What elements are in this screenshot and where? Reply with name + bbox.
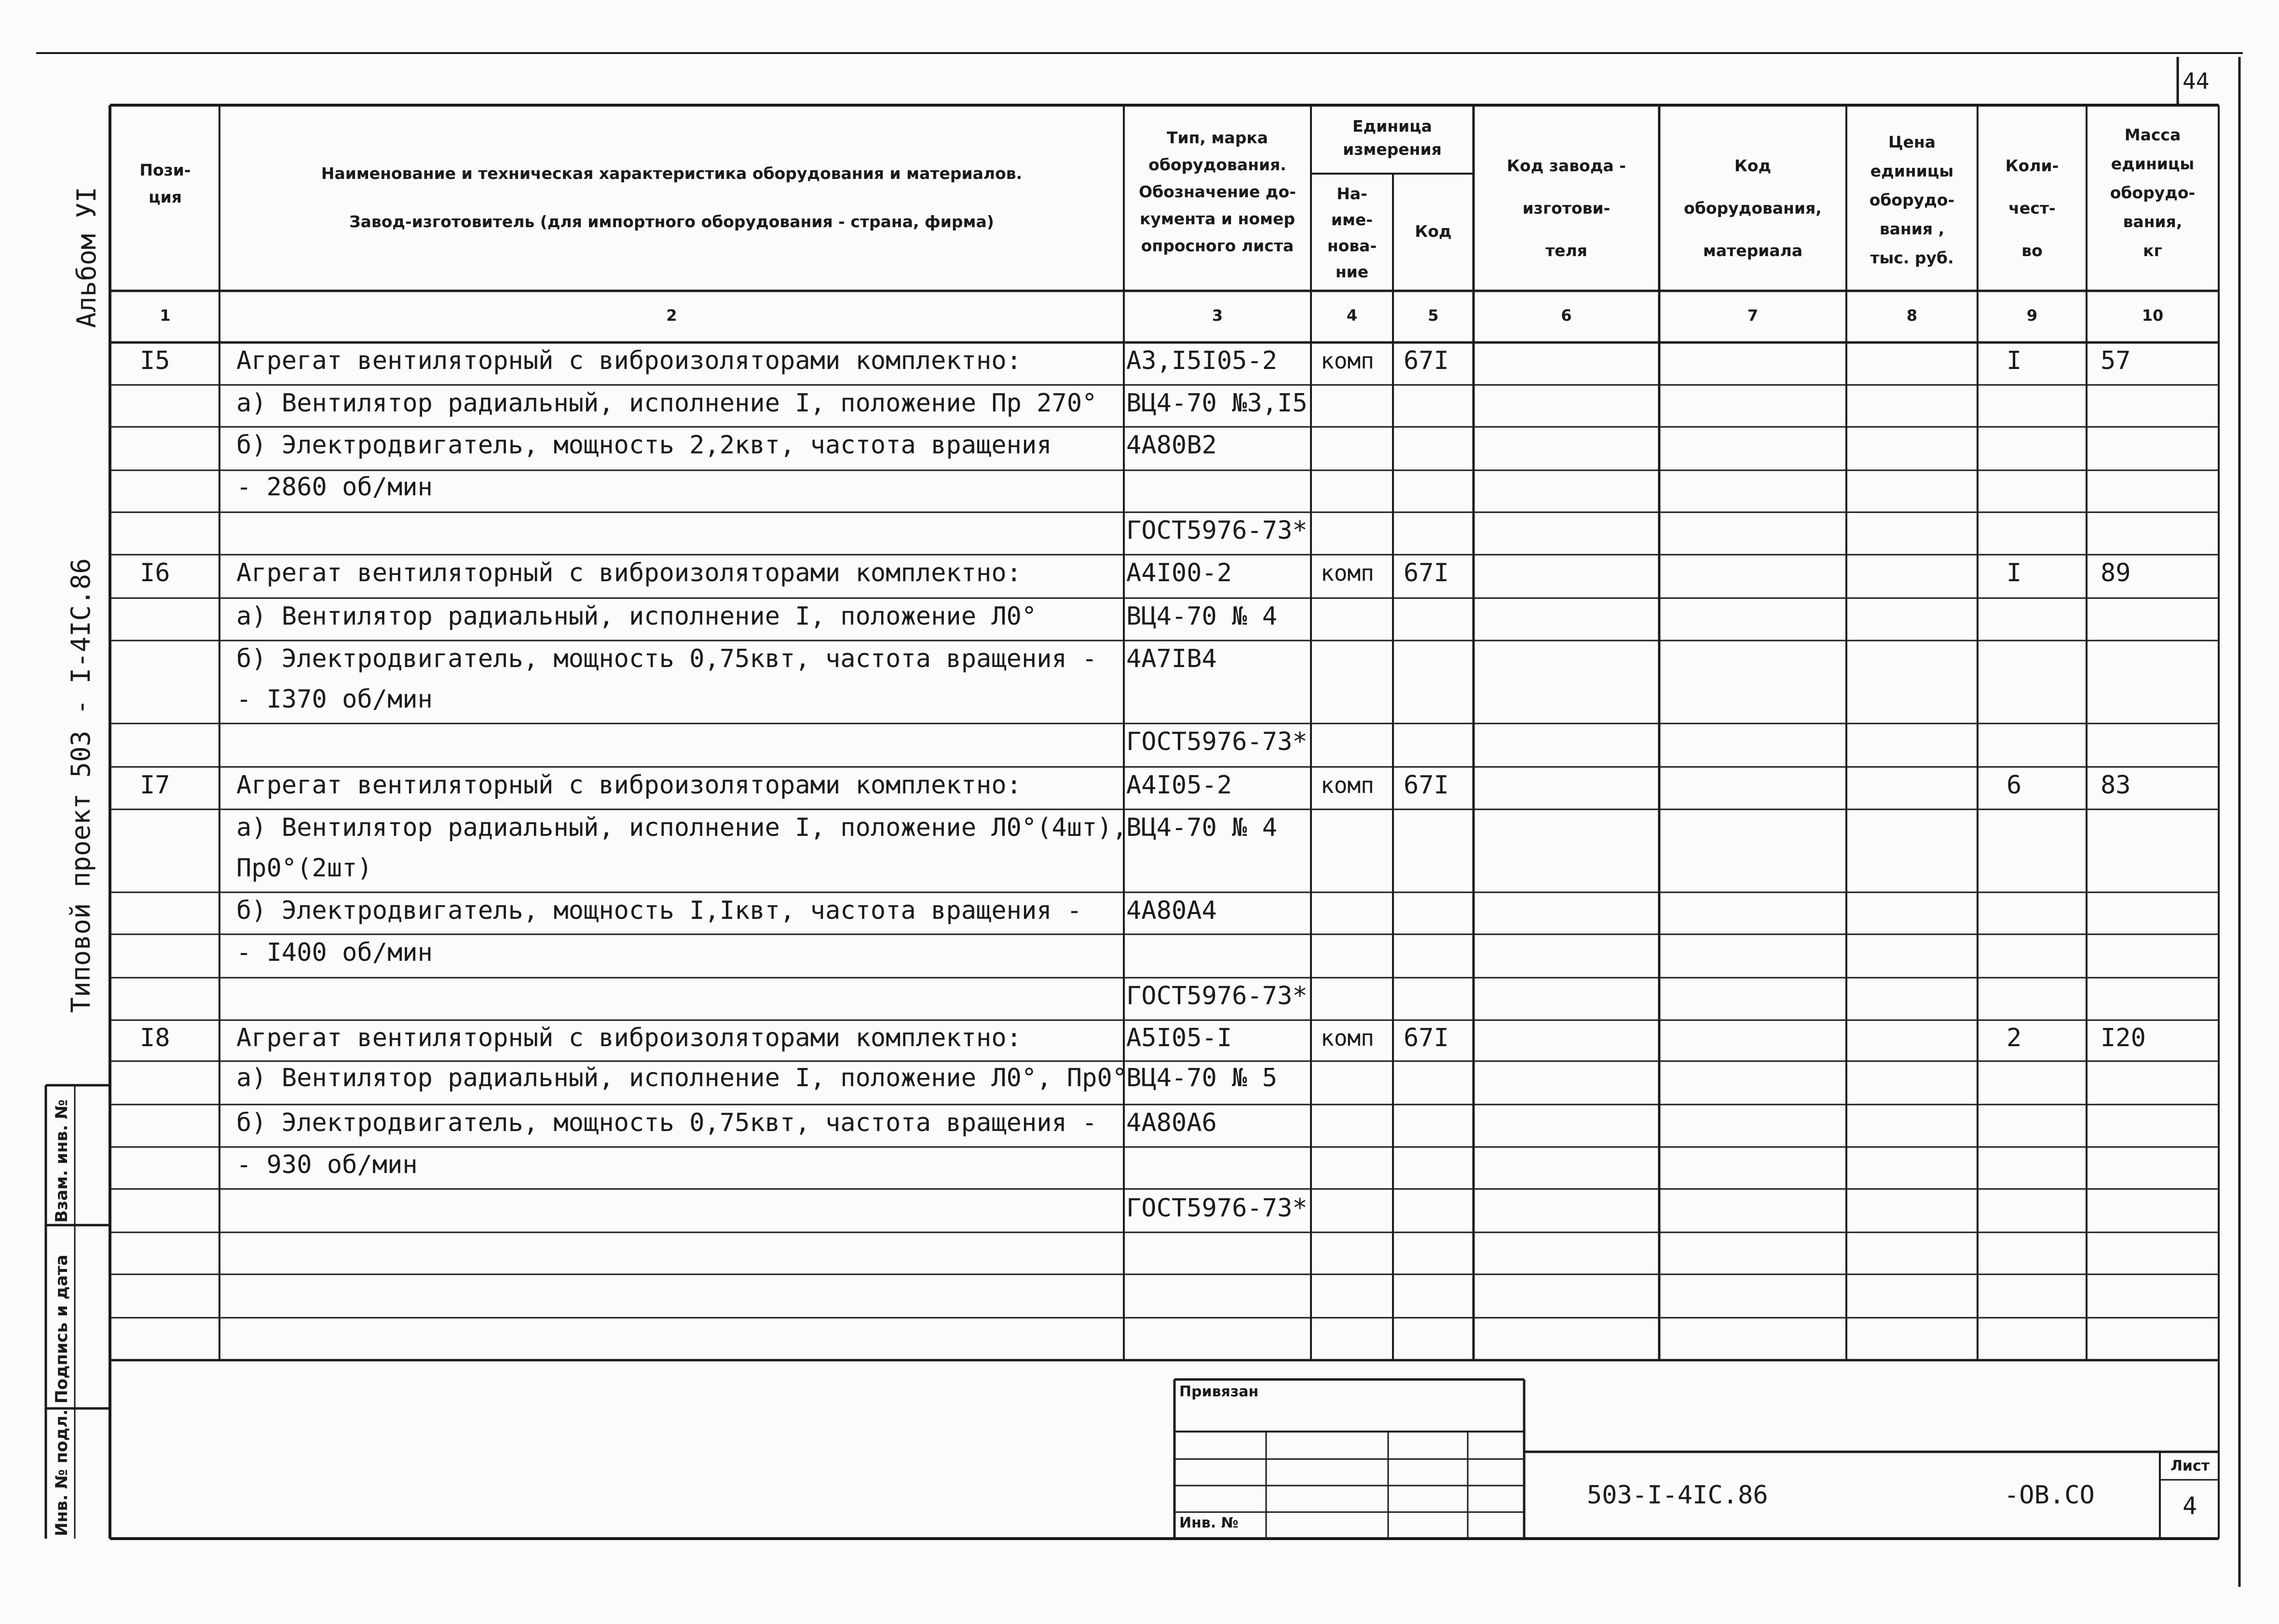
header-unit-code: Код bbox=[1415, 222, 1452, 241]
cell-name: - 930 об/мин bbox=[236, 1150, 418, 1179]
cell-type: ГОСТ5976-73* bbox=[1126, 516, 1308, 545]
cell-name: Агрегат вентиляторный с виброизоляторами комплектно: bbox=[236, 559, 1022, 587]
cell-unit: комп bbox=[1321, 1025, 1374, 1051]
cell-type: ВЦ4-70 №3,I5 bbox=[1126, 389, 1308, 418]
cell-mass: I20 bbox=[2101, 1024, 2146, 1052]
sheet-label: Лист bbox=[2170, 1458, 2210, 1474]
header-price: Цена единицы оборудо- вания , тыс. руб. bbox=[1869, 133, 1955, 267]
col-number-3: 3 bbox=[1212, 306, 1223, 325]
col-number-4: 4 bbox=[1346, 306, 1358, 325]
cell-unit-code: 67I bbox=[1404, 559, 1449, 587]
cell-name: а) Вентилятор радиальный, исполнение I, положение Пр 270° bbox=[236, 389, 1097, 418]
cell-type: ВЦ4-70 № 5 bbox=[1126, 1064, 1278, 1092]
cell-unit-code: 67I bbox=[1404, 346, 1449, 375]
cell-name: Агрегат вентиляторный с виброизоляторами комплектно: bbox=[236, 771, 1022, 800]
cell-mass: 57 bbox=[2101, 346, 2131, 375]
cell-type: ГОСТ5976-73* bbox=[1126, 727, 1308, 756]
cell-type: А3,I5I05-2 bbox=[1126, 346, 1278, 375]
stamp-attached: Привязан bbox=[1179, 1383, 1259, 1400]
cell-position: I7 bbox=[140, 771, 170, 800]
header-quantity: Коли- чест- во bbox=[2005, 156, 2059, 260]
cell-name: б) Электродвигатель, мощность I,Iквт, частота вращения - bbox=[236, 896, 1082, 925]
cell-name: б) Электродвигатель, мощность 0,75квт, частота вращения - bbox=[236, 1108, 1097, 1137]
col-number-1: 1 bbox=[160, 306, 171, 325]
cell-name: Агрегат вентиляторный с виброизоляторами комплектно: bbox=[236, 346, 1022, 375]
cell-name: Агрегат вентиляторный с виброизоляторами комплектно: bbox=[236, 1024, 1022, 1052]
cell-position: I8 bbox=[140, 1024, 170, 1052]
cell-unit-code: 67I bbox=[1404, 771, 1449, 800]
header-unit-group: Единица измерения bbox=[1343, 117, 1442, 159]
cell-name: а) Вентилятор радиальный, исполнение I, положение Л0° bbox=[236, 602, 1037, 631]
col-number-2: 2 bbox=[666, 306, 677, 325]
header-mass: Масса единицы оборудо- вания, кг bbox=[2110, 125, 2196, 260]
cell-type: 4А80В2 bbox=[1126, 431, 1217, 460]
cell-quantity: 6 bbox=[2006, 771, 2022, 800]
cell-quantity: 2 bbox=[2006, 1024, 2022, 1052]
cell-name: а) Вентилятор радиальный, исполнение I, положение Л0°, Пр0° bbox=[236, 1064, 1128, 1092]
cell-type: ВЦ4-70 № 4 bbox=[1126, 813, 1278, 842]
album-label: Альбом УI bbox=[71, 187, 102, 328]
project-label: Типовой проект 503 - I-4IC.86 bbox=[66, 558, 96, 1013]
cell-type: ГОСТ5976-73* bbox=[1126, 982, 1308, 1010]
cell-position: I5 bbox=[140, 346, 170, 375]
cell-unit: комп bbox=[1321, 772, 1374, 798]
header-unit-name: На- име- нова- ние bbox=[1327, 184, 1377, 281]
cell-type: ВЦ4-70 № 4 bbox=[1126, 602, 1278, 631]
cell-quantity: I bbox=[2006, 346, 2022, 375]
header-equipment-code: Код оборудования, материала bbox=[1684, 156, 1822, 260]
sheet-number: 4 bbox=[2183, 1492, 2197, 1520]
col-number-8: 8 bbox=[1906, 306, 1918, 325]
cell-name: а) Вентилятор радиальный, исполнение I, положение Л0°(4шт), bbox=[236, 813, 1128, 842]
cell-type: 4А80А4 bbox=[1126, 896, 1217, 925]
doc-suffix: -ОВ.СО bbox=[2004, 1481, 2095, 1510]
header-type: Тип, марка оборудования. Обозначение до- кумента и номер опросного листа bbox=[1139, 128, 1296, 255]
cell-type: А4I05-2 bbox=[1126, 771, 1232, 800]
cell-quantity: I bbox=[2006, 559, 2022, 587]
cell-name: Пр0°(2шт) bbox=[236, 854, 372, 883]
cell-type: ГОСТ5976-73* bbox=[1126, 1194, 1308, 1223]
cell-unit: комп bbox=[1321, 348, 1374, 374]
cell-position: I6 bbox=[140, 559, 170, 587]
col-number-6: 6 bbox=[1561, 306, 1572, 325]
cell-type: А4I00-2 bbox=[1126, 559, 1232, 587]
stamp-orig-inv: Инв. № подл. bbox=[52, 1409, 71, 1536]
cell-unit-code: 67I bbox=[1404, 1024, 1449, 1052]
doc-code: 503-I-4IC.86 bbox=[1587, 1481, 1768, 1510]
col-number-9: 9 bbox=[2026, 306, 2038, 325]
cell-name: б) Электродвигатель, мощность 2,2квт, частота вращения bbox=[236, 431, 1052, 460]
cell-name: - I370 об/мин bbox=[236, 685, 433, 714]
stamp-sign-date: Подпись и дата bbox=[52, 1255, 71, 1404]
cell-type: 4А7IВ4 bbox=[1126, 644, 1217, 673]
header-name: Наименование и техническая характеристика оборудования и материалов. Завод-изготовитель (для импортного оборудования - страна, фирма) bbox=[321, 164, 1023, 231]
cell-unit: комп bbox=[1321, 560, 1374, 586]
cell-type: 4А80А6 bbox=[1126, 1108, 1217, 1137]
col-number-10: 10 bbox=[2142, 306, 2164, 325]
cell-mass: 89 bbox=[2101, 559, 2131, 587]
header-position: Пози- ция bbox=[139, 161, 191, 206]
header-plant-code: Код завода - изготови- теля bbox=[1507, 156, 1626, 260]
page-number: 44 bbox=[2183, 68, 2210, 94]
cell-mass: 83 bbox=[2101, 771, 2131, 800]
col-number-7: 7 bbox=[1747, 306, 1759, 325]
cell-type: А5I05-I bbox=[1126, 1024, 1232, 1052]
cell-name: - 2860 об/мин bbox=[236, 473, 433, 502]
stamp-replace-inv: Взам. инв. № bbox=[52, 1099, 71, 1223]
col-number-5: 5 bbox=[1428, 306, 1439, 325]
cell-name: б) Электродвигатель, мощность 0,75квт, частота вращения - bbox=[236, 644, 1097, 673]
cell-name: - I400 об/мин bbox=[236, 938, 433, 967]
stamp-inv: Инв. № bbox=[1179, 1515, 1239, 1531]
